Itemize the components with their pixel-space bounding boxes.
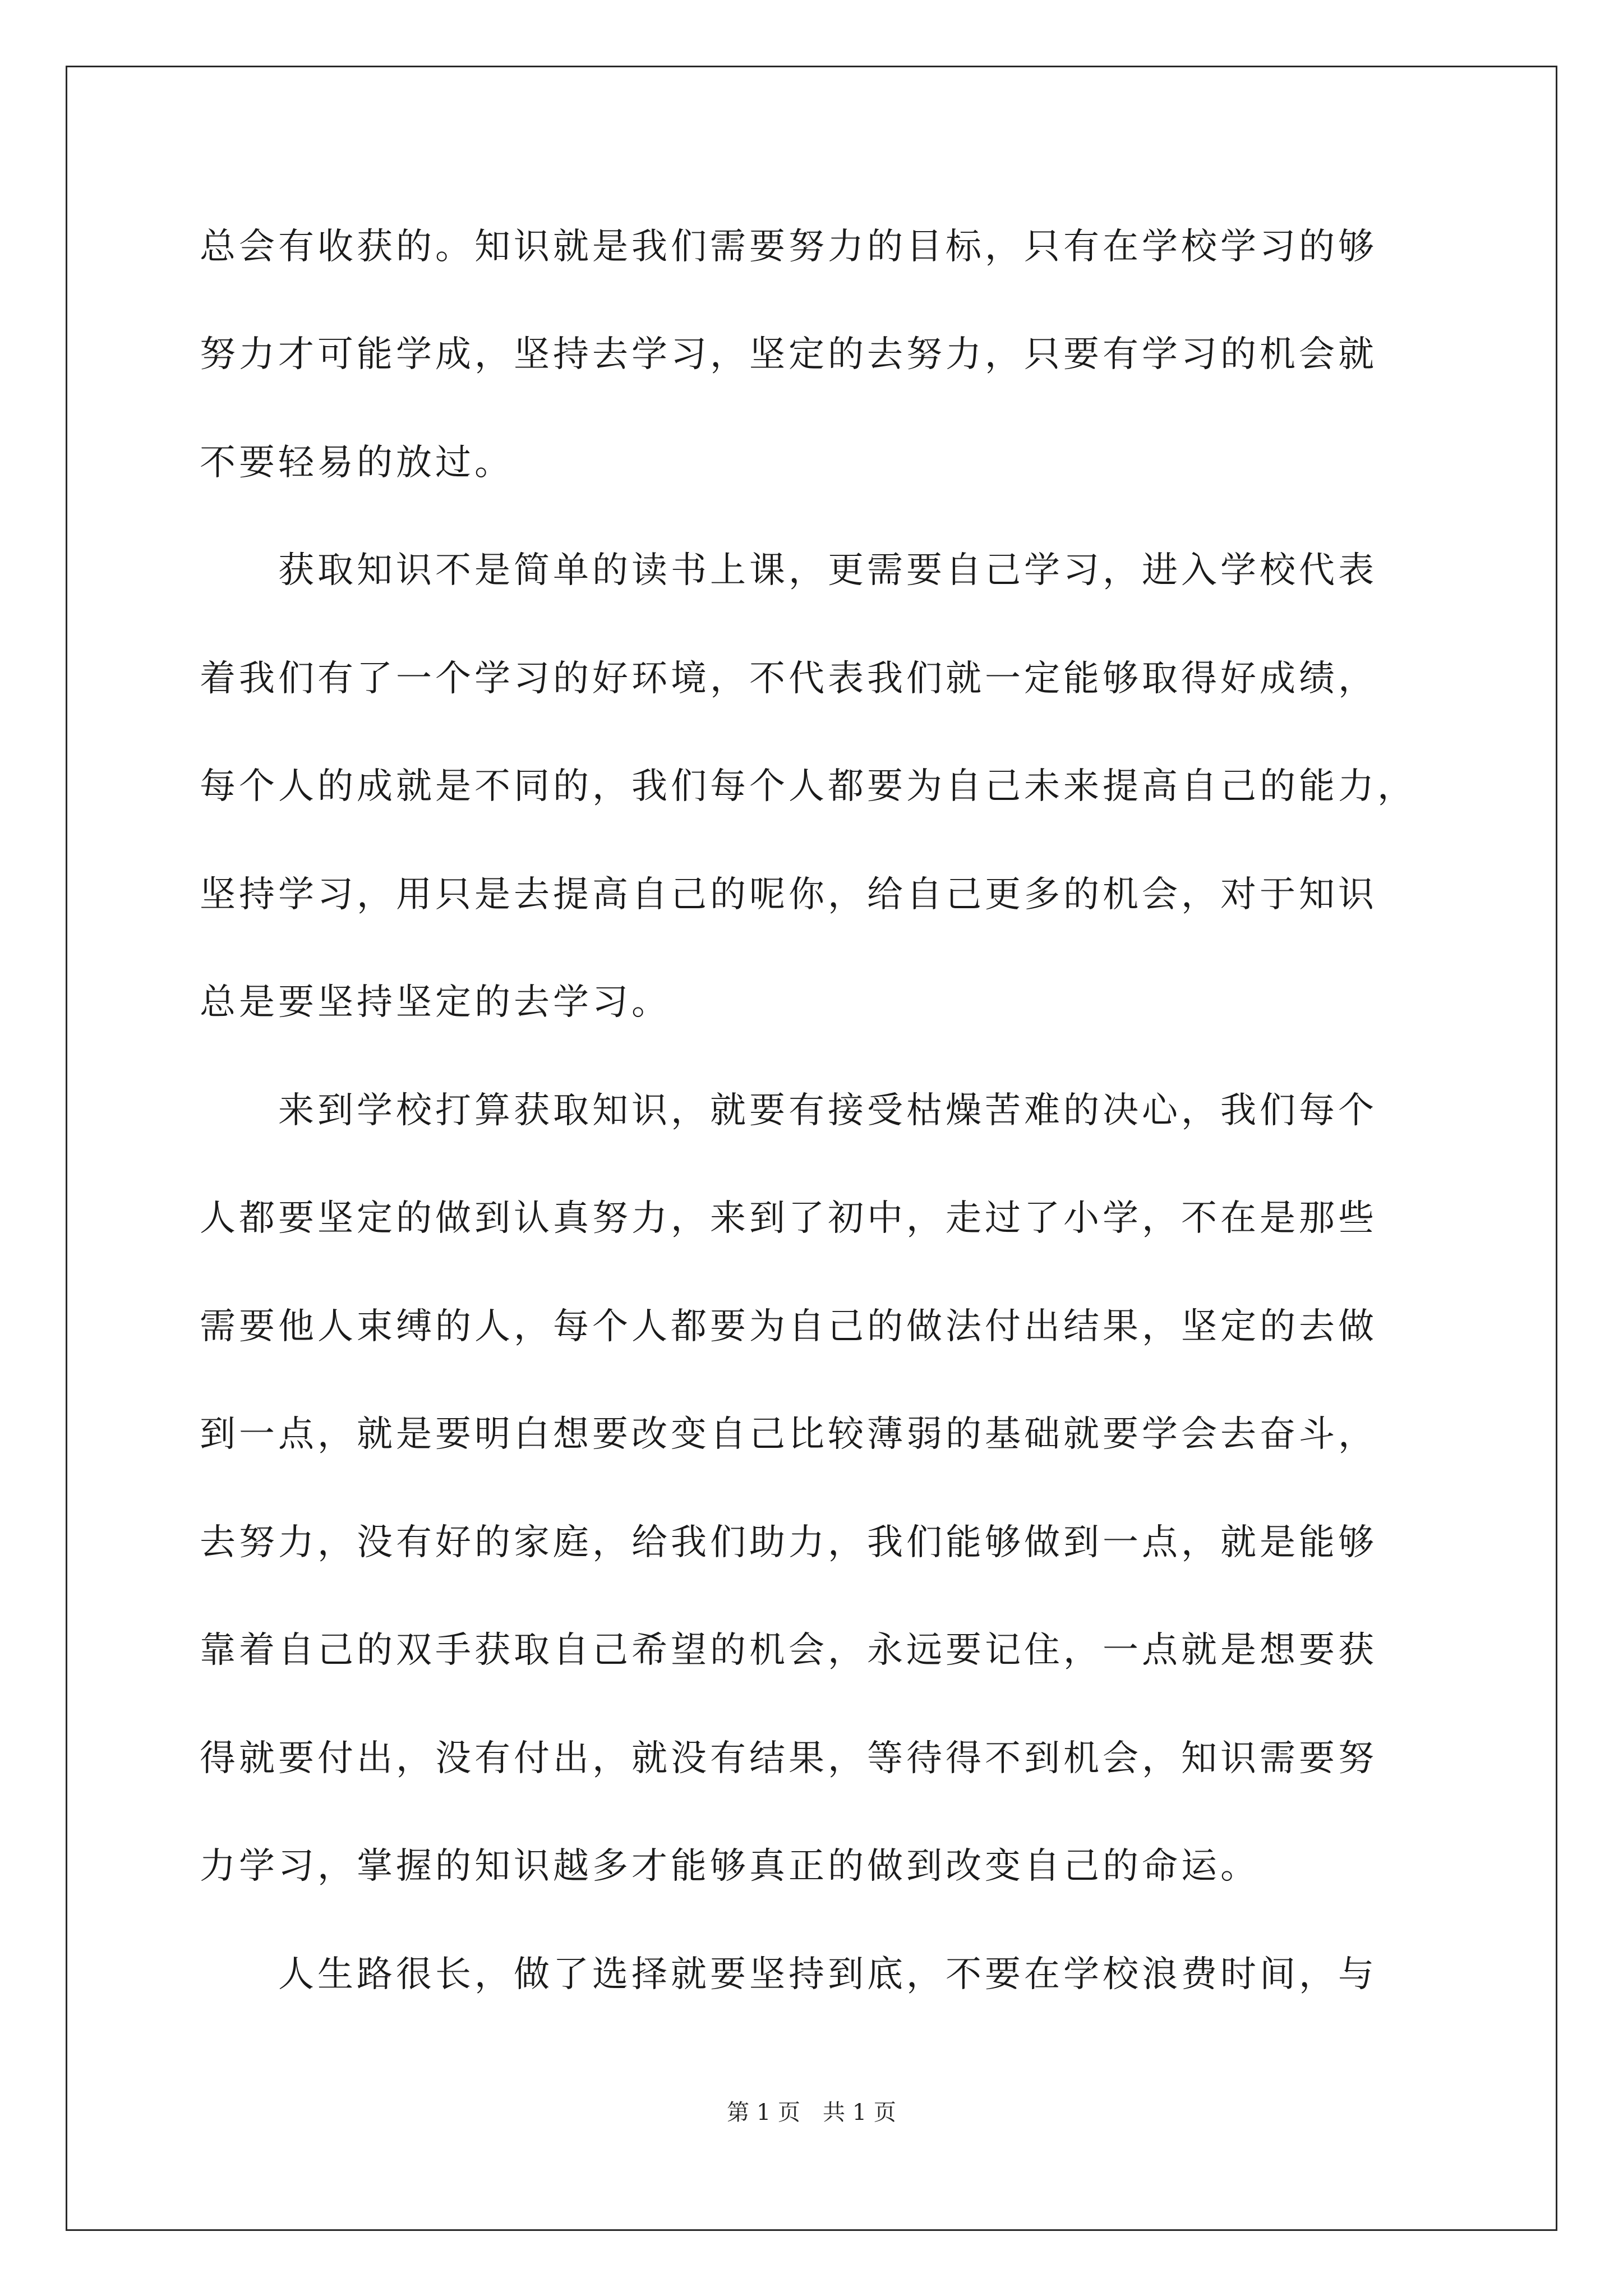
text-line: 总会有收获的。知识就是我们需要努力的目标，只有在学校学习的够 (200, 226, 1377, 268)
page-border (66, 66, 1557, 2231)
text-line: 不要轻易的放过。 (200, 442, 514, 484)
text-line: 着我们有了一个学习的好环境，不代表我们就一定能够取得好成绩， (200, 658, 1377, 700)
text-line: 靠着自己的双手获取自己希望的机会，永远要记住，一点就是想要获 (200, 1630, 1377, 1671)
page-number-footer: 第 1 页 共 1 页 (727, 2100, 896, 2125)
text-line: 需要他人束缚的人，每个人都要为自己的做法付出结果，坚定的去做 (200, 1306, 1377, 1347)
text-line: 总是要坚持坚定的去学习。 (200, 982, 671, 1023)
text-line: 努力才可能学成，坚持去学习，坚定的去努力，只要有学习的机会就 (200, 334, 1377, 375)
text-line: 来到学校打算获取知识，就要有接受枯燥苦难的决心，我们每个 (200, 1090, 1377, 1131)
text-line: 力学习，掌握的知识越多才能够真正的做到改变自己的命运。 (200, 1846, 1260, 1887)
text-line: 获取知识不是简单的读书上课，更需要自己学习，进入学校代表 (200, 550, 1377, 591)
text-line: 人都要坚定的做到认真努力，来到了初中，走过了小学，不在是那些 (200, 1198, 1377, 1239)
text-line: 去努力，没有好的家庭，给我们助力，我们能够做到一点，就是能够 (200, 1522, 1377, 1563)
text-line: 人生路很长，做了选择就要坚持到底，不要在学校浪费时间，与 (200, 1954, 1377, 1995)
text-line: 坚持学习，用只是去提高自己的呢你，给自己更多的机会，对于知识 (200, 874, 1377, 915)
text-line: 得就要付出，没有付出，就没有结果，等待得不到机会，知识需要努 (200, 1738, 1377, 1779)
text-line: 每个人的成就是不同的，我们每个人都要为自己未来提高自己的能力， (200, 766, 1417, 807)
text-line: 到一点，就是要明白想要改变自己比较薄弱的基础就要学会去奋斗， (200, 1414, 1377, 1455)
